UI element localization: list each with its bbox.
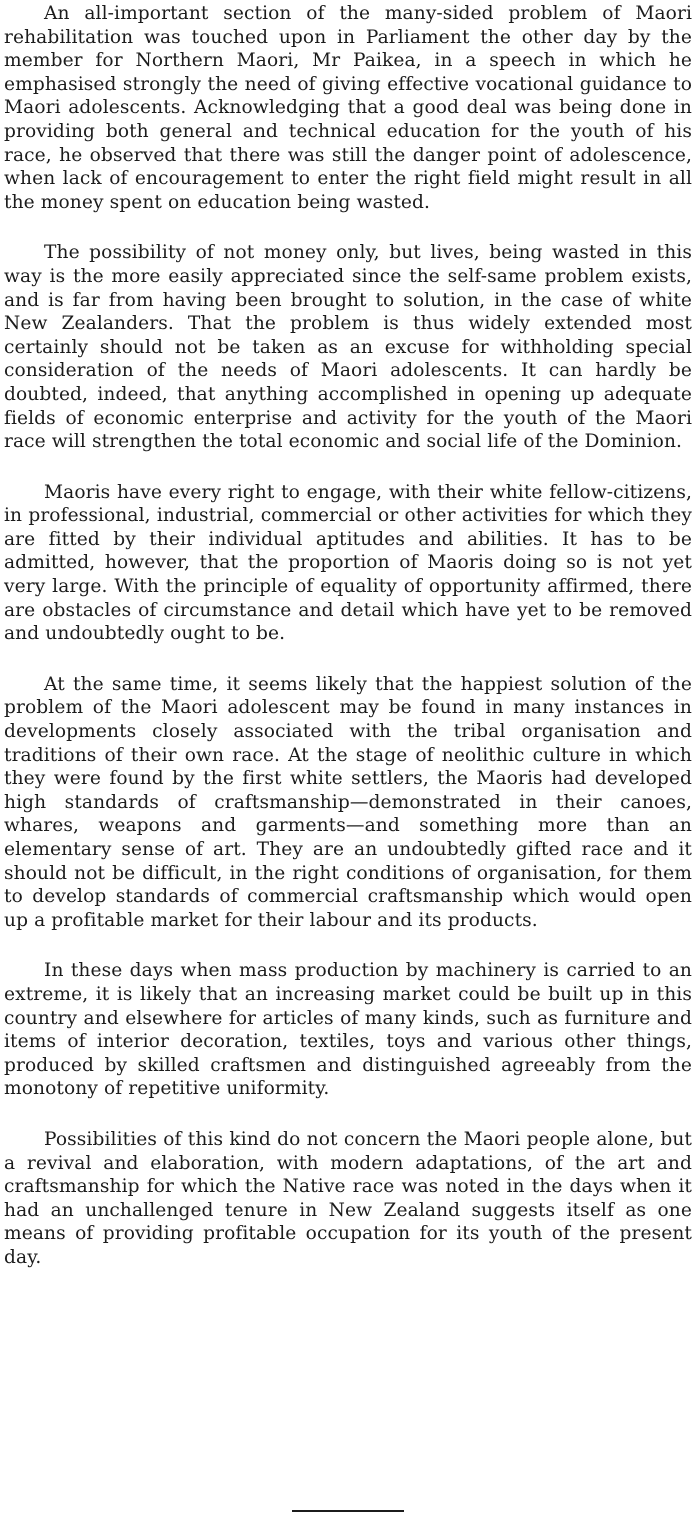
paragraph-2: The possibility of not money only, but lives, being wasted in this way is the more easily appreciated since the self-same problem exists, and is far from having been brought to solution, in the case of white New Zealanders. That the problem is thus widely extended most certainly should not be taken as an excuse for withholding special consideration of the needs of Maori adolescents. It can hardly be doubted, indeed, that anything accomplished in opening up adequate fields of economic enterprise and activity for the youth of the Maori race will strengthen the total economic and social life of the Dominion. <box>4 242 692 453</box>
end-rule-divider <box>292 1510 404 1512</box>
paragraph-4: At the same time, it seems likely that the happiest solution of the problem of the Maori adolescent may be found in many instances in developments closely associated with the tribal organisation and traditions of their own race. At the stage of neolithic culture in which they were found by the first white settlers, the Maoris had developed high standards of craftsmanship—demonstrated in their canoes, whares, weapons and garments—and something more than an elementary sense of art. They are an undoubtedly gifted race and it should not be difficult, in the right conditions of organisation, for them to develop standards of commercial craftsmanship which would open up a profitable market for their labour and its products. <box>4 673 692 931</box>
article-body <box>4 2 692 1297</box>
paragraph-3: Maoris have every right to engage, with their white fellow-citizens, in professional, industrial, commercial or other activities for which they are fitted by their individual aptitudes and abilities. It has to be admitted, however, that the proportion of Maoris doing so is not yet very large. With the principle of equality of opportunity affirmed, there are obstacles of circumstance and detail which have yet to be removed and undoubtedly ought to be. <box>4 481 692 645</box>
paragraph-5: In these days when mass production by machinery is carried to an extreme, it is likely that an increasing market could be built up in this country and elsewhere for articles of many kinds, such as furniture and items of interior decoration, textiles, toys and various other things, produced by skilled craftsmen and distinguished agreeably from the monotony of repetitive uniformity. <box>4 960 692 1100</box>
paragraph-1: An all-important section of the many-sided problem of Maori rehabilitation was touched upon in Parliament the other day by the member for Northern Maori, Mr Paikea, in a speech in which he emphasised strongly the need of giving effective vocational guidance to Maori adolescents. Acknowledging that a good deal was being done in providing both general and technical education for the youth of his race, he observed that there was still the danger point of adolescence, when lack of encouragement to enter the right field might result in all the money spent on education being wasted. <box>4 3 692 213</box>
paragraph-6: Possibilities of this kind do not concern the Maori people alone, but a revival and elaboration, with modern adaptations, of the art and craftsmanship for which the Native race was noted in the days when it had an unchallenged tenure in New Zealand suggests itself as one means of providing profitable occupation for its youth of the present day. <box>4 1128 692 1268</box>
